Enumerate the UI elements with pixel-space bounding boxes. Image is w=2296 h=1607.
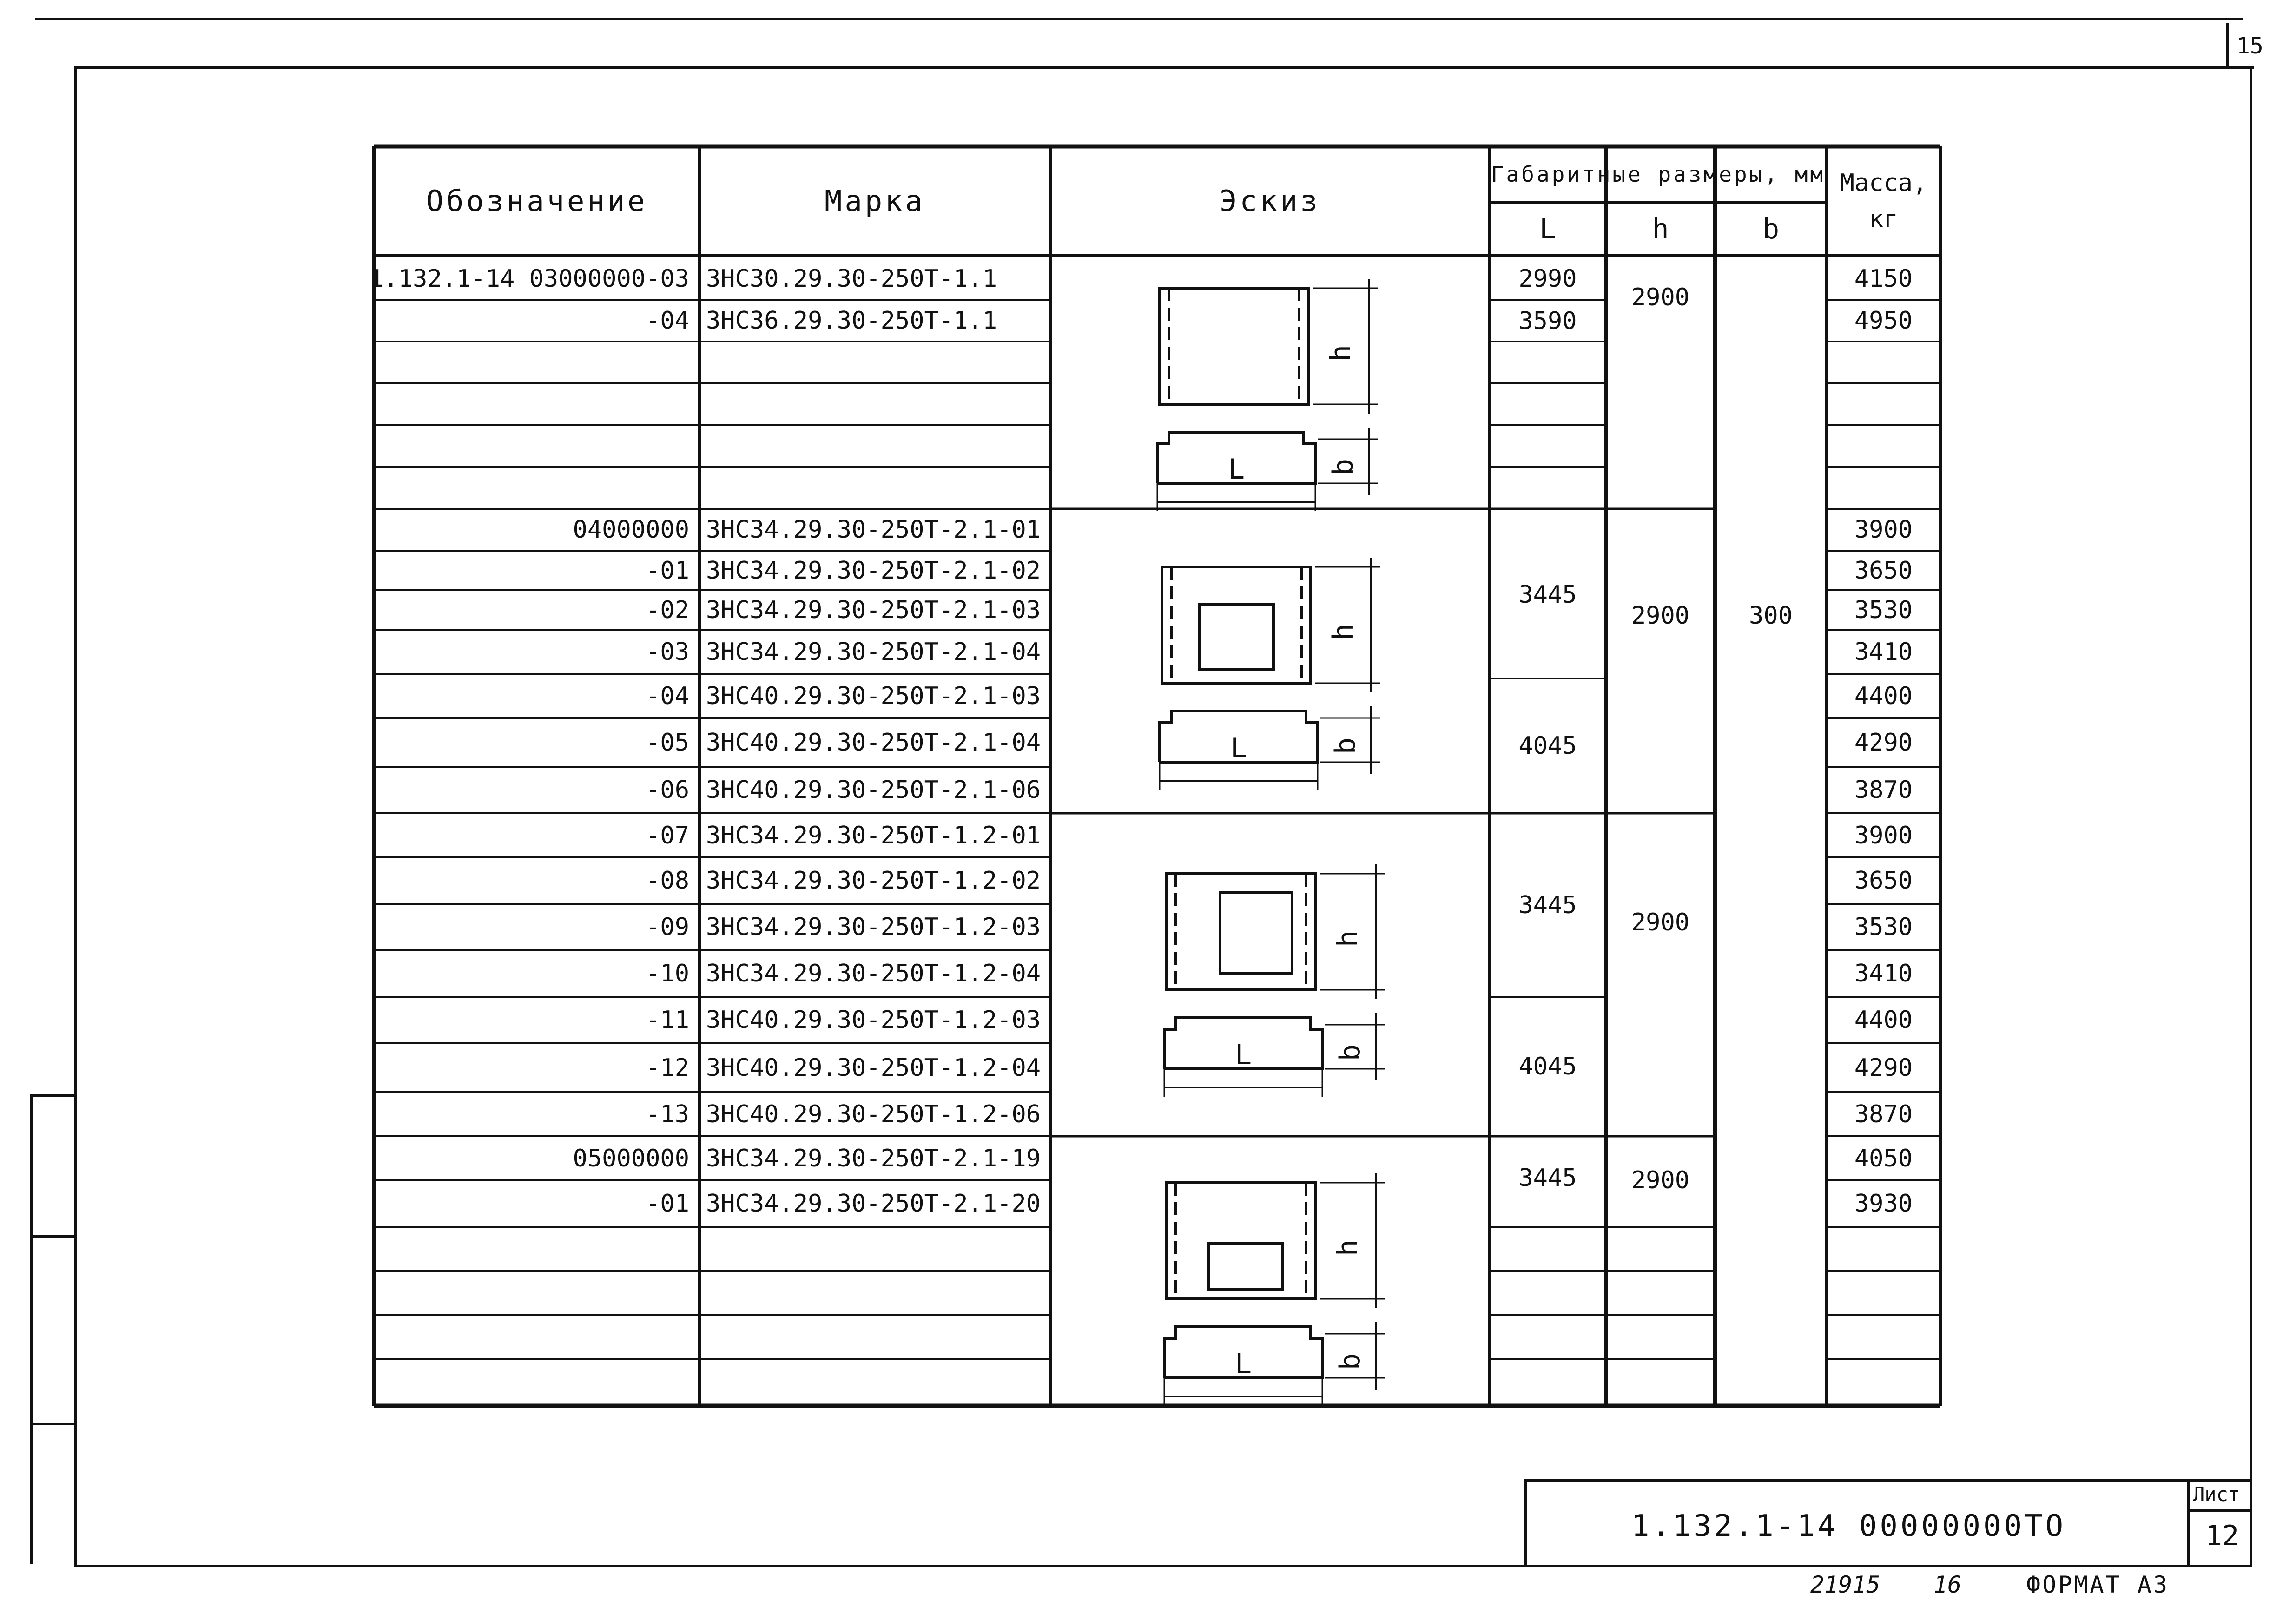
group2-L1: 3445	[1518, 581, 1577, 609]
list-number: 12	[2205, 1520, 2239, 1552]
list-label: Лист	[2193, 1483, 2240, 1506]
row-designation: -10	[646, 960, 689, 988]
header-h: h	[1652, 212, 1669, 245]
sketch-label-L: L	[1230, 732, 1247, 764]
stamp-list-line	[2187, 1509, 2252, 1512]
sketch-label-h: h	[1325, 344, 1357, 362]
stamp-code: 1.132.1-14 00000000ТО	[1631, 1509, 2066, 1543]
row-designation: 04000000	[573, 516, 689, 544]
header-b: b	[1762, 212, 1780, 245]
row-mark: 3НС34.29.30-250Т-1.2-01	[706, 821, 1041, 850]
row-mark: 3НС40.29.30-250Т-1.2-04	[706, 1054, 1041, 1082]
sketch-front-view	[1162, 567, 1311, 683]
row-mass: 3650	[1854, 556, 1913, 585]
sketch-opening	[1220, 892, 1292, 974]
row-designation: -04	[646, 307, 689, 335]
row-mass: 4290	[1854, 1054, 1913, 1082]
footer-num: 16	[1933, 1571, 1962, 1598]
page-number-top: 15	[2237, 33, 2263, 59]
sketch-label-h: h	[1332, 1239, 1364, 1257]
row-mark: 3НС34.29.30-250Т-2.1-01	[706, 516, 1041, 544]
row-mass: 4400	[1854, 1006, 1913, 1034]
row-mark: 3НС34.29.30-250Т-2.1-20	[706, 1190, 1041, 1218]
header-sketch: Эскиз	[1220, 184, 1320, 218]
row-mass: 3530	[1854, 913, 1913, 941]
row-mark: 3НС34.29.30-250Т-2.1-02	[706, 556, 1041, 585]
row-mass: 4400	[1854, 682, 1913, 710]
header-dims: Габаритные размеры, мм	[1491, 162, 1826, 187]
group1-L1: 2990	[1518, 265, 1577, 293]
header-mark: Марка	[825, 184, 925, 218]
row-designation: -12	[646, 1054, 689, 1082]
stamp-divider	[2187, 1479, 2190, 1567]
row-mark: 3НС40.29.30-250Т-2.1-04	[706, 728, 1041, 757]
sketch-label-L: L	[1234, 1039, 1252, 1071]
row-mass: 3900	[1854, 821, 1913, 850]
row-designation: -02	[646, 596, 689, 624]
header-mass: Масса, кг	[1840, 169, 1927, 233]
sketch-front-view	[1167, 1183, 1315, 1299]
row-mass: 4150	[1854, 265, 1913, 293]
row-mass: 3900	[1854, 516, 1913, 544]
row-mass: 4950	[1854, 307, 1913, 335]
row-designation: 05000000	[573, 1144, 689, 1172]
sketch-opening	[1208, 1243, 1283, 1290]
row-designation: -09	[646, 913, 689, 941]
row-mark: 3НС34.29.30-250Т-2.1-03	[706, 596, 1041, 624]
sketch-label-b: b	[1334, 1353, 1366, 1370]
row-designation: -05	[646, 728, 689, 757]
row-designation: -01	[646, 1190, 689, 1218]
sketch-front-view	[1160, 288, 1308, 404]
group2-L2: 4045	[1518, 732, 1577, 760]
row-designation: -07	[646, 821, 689, 850]
row-mark: 3НС34.29.30-250Т-1.2-02	[706, 867, 1041, 895]
row-mass: 3410	[1854, 638, 1913, 666]
group3-L1: 3445	[1518, 891, 1577, 919]
row-mass: 3410	[1854, 960, 1913, 988]
group3-L2: 4045	[1518, 1053, 1577, 1080]
row-mark: 3НС34.29.30-250Т-2.1-04	[706, 638, 1041, 666]
stamp-left	[1524, 1479, 1527, 1567]
row-mark: 3НС36.29.30-250Т-1.1	[706, 307, 997, 335]
footer-code: 21915	[1810, 1571, 1880, 1598]
group2-h: 2900	[1631, 602, 1690, 630]
row-mass: 3650	[1854, 867, 1913, 895]
row-mark: 3НС40.29.30-250Т-2.1-03	[706, 682, 1041, 710]
sketch-label-L: L	[1227, 453, 1245, 486]
row-mark: 3НС34.29.30-250Т-2.1-19	[706, 1144, 1041, 1172]
row-designation: -06	[646, 776, 689, 804]
row-mass: 4290	[1854, 728, 1913, 757]
row-mass: 4050	[1854, 1144, 1913, 1172]
row-mark: 3НС40.29.30-250Т-2.1-06	[706, 776, 1041, 804]
b-value: 300	[1749, 602, 1793, 630]
row-designation: -03	[646, 638, 689, 666]
row-mass: 3930	[1854, 1190, 1913, 1218]
row-designation: -11	[646, 1006, 689, 1034]
row-designation: -01	[646, 556, 689, 585]
row-mark: 3НС34.29.30-250Т-1.2-03	[706, 913, 1041, 941]
header-L: L	[1539, 212, 1557, 245]
sketch-label-b: b	[1329, 737, 1362, 755]
group4-h: 2900	[1631, 1166, 1690, 1194]
group1-L2: 3590	[1518, 307, 1577, 335]
row-mark: 3НС40.29.30-250Т-1.2-06	[706, 1100, 1041, 1128]
row-designation: -04	[646, 682, 689, 710]
row-mark: 3НС34.29.30-250Т-1.2-04	[706, 960, 1041, 988]
sketch-label-h: h	[1332, 930, 1364, 948]
row-mass: 3870	[1854, 1100, 1913, 1128]
header-designation: Обозначение	[426, 184, 648, 218]
row-designation: -08	[646, 867, 689, 895]
stamp-top	[1524, 1479, 2252, 1482]
sketch-opening	[1199, 604, 1273, 669]
sketch-label-h: h	[1327, 623, 1359, 641]
row-mass: 3530	[1854, 596, 1913, 624]
row-designation: 1.132.1-14 03000000-03	[369, 265, 689, 293]
group4-L1: 3445	[1518, 1164, 1577, 1192]
row-mark: 3НС30.29.30-250Т-1.1	[706, 265, 997, 293]
row-designation: -13	[646, 1100, 689, 1128]
sketch-label-L: L	[1234, 1348, 1252, 1380]
row-mark: 3НС40.29.30-250Т-1.2-03	[706, 1006, 1041, 1034]
row-mass: 3870	[1854, 776, 1913, 804]
group1-h: 2900	[1631, 283, 1690, 311]
sketch-label-b: b	[1327, 458, 1359, 476]
footer-format: ФОРМАТ А3	[2026, 1571, 2169, 1598]
group3-h: 2900	[1631, 909, 1690, 936]
sketch-label-b: b	[1334, 1044, 1366, 1061]
